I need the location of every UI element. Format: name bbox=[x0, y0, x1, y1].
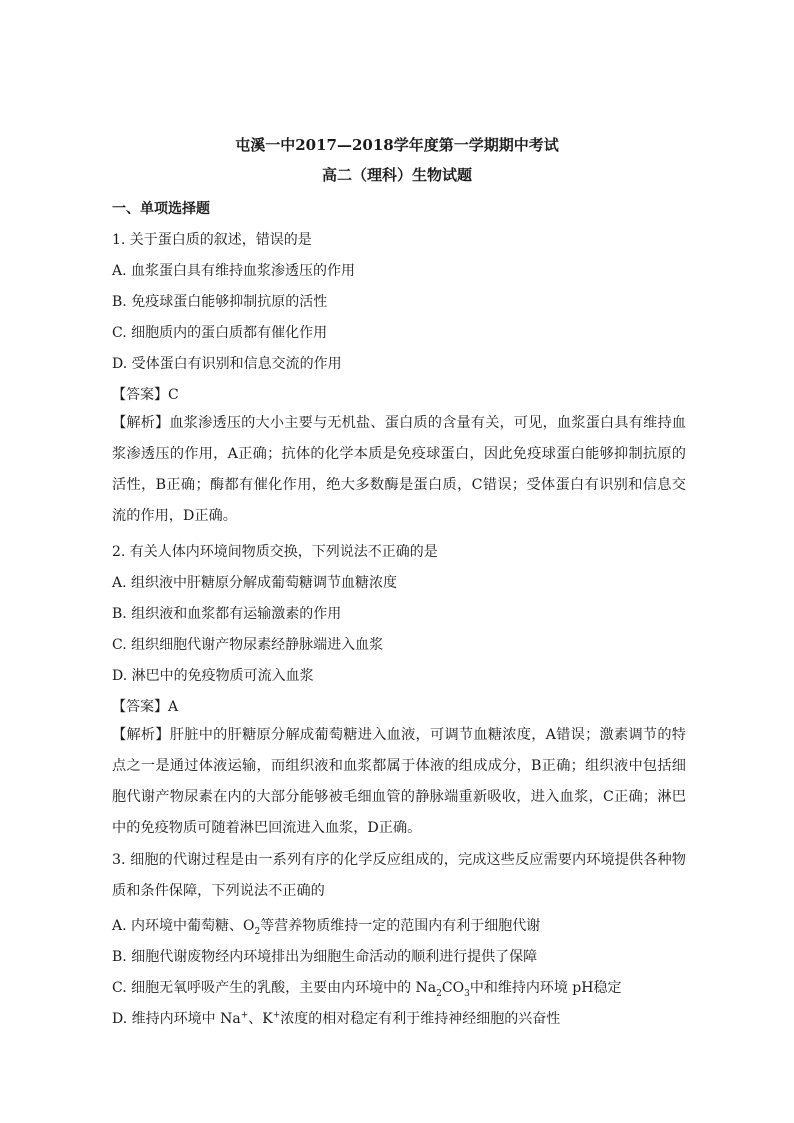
q1-answer: 【答案】C bbox=[112, 387, 179, 403]
q3-stem: 3. 细胞的代谢过程是由一系列有序的化学反应组成的，完成这些反应需要内环境提供各种物质和条件保障，下列说法不正确的 bbox=[112, 852, 686, 899]
q2-option-a: A. 组织液中肝糖原分解成葡萄糖调节血糖浓度 bbox=[112, 575, 398, 591]
q2-option-d: D. 淋巴中的免疫物质可流入血浆 bbox=[112, 668, 314, 684]
q3-option-c-formula: CO bbox=[441, 980, 465, 996]
q1-analysis: 【解析】血浆渗透压的大小主要与无机盐、蛋白质的含量有关，可见，血浆蛋白具有维持血浆渗透压的作用，A正确；抗体的化学本质是免疫球蛋白，因此免疫球蛋白能够抑制抗原的活性，B正确；酶都有催化作用，绝大多数酶是蛋白质，C错误；受体蛋白有识别和信息交流的作用，D正确。 bbox=[112, 415, 686, 524]
q3-option-c-text-rest: 中和维持内环境 pH稳定 bbox=[469, 980, 622, 996]
q2-stem: 2. 有关人体内环境间物质交换，下列说法不正确的是 bbox=[112, 544, 438, 560]
q3-option-a-text-rest: 等营养物质维持一定的范围内有利于细胞代谢 bbox=[260, 918, 541, 934]
q3-option-c-subscript-2: 3 bbox=[464, 988, 470, 999]
q3-option-a-text: A. 内环境中葡萄糖、O bbox=[112, 918, 255, 934]
q3-option-d-text: D. 维持内环境中 Na bbox=[112, 1011, 241, 1027]
q3-option-c-text: C. 细胞无氧呼吸产生的乳酸，主要由内环境中的 Na bbox=[112, 980, 437, 996]
q3-option-d-text-rest: 浓度的相对稳定有利于维持神经细胞的兴奋性 bbox=[280, 1011, 561, 1027]
q3-option-b: B. 细胞代谢废物经内环境排出为细胞生命活动的顺利进行提供了保障 bbox=[112, 949, 538, 965]
q3-option-c-subscript-1: 2 bbox=[436, 988, 442, 999]
q3-option-a bbox=[112, 915, 540, 937]
q2-analysis: 【解析】肝脏中的肝糖原分解成葡萄糖进入血液，可调节血糖浓度，A错误；激素调节的特点之一是通过体液运输，而组织液和血浆都属于体液的组成成分，B正确；组织液中包括细胞代谢产物尿素在内的大部分能够被毛细血管的静脉端重新吸收，进入血浆，C正确；淋巴中的免疫物质可随着淋巴回流进入血浆，D正确。 bbox=[112, 727, 686, 836]
exam-title: 屯溪一中2017—2018学年度第一学期期中考试 bbox=[235, 136, 559, 154]
section-heading: 一、单项选择题 bbox=[112, 201, 210, 217]
q3-option-d-superscript-1: + bbox=[240, 1010, 249, 1021]
q3-option-d bbox=[112, 1008, 560, 1028]
q3-option-c bbox=[112, 977, 621, 999]
q3-option-d-ion: 、K bbox=[248, 1011, 273, 1027]
exam-subtitle: 高二（理科）生物试题 bbox=[321, 166, 472, 184]
q2-option-b: B. 组织液和血浆都有运输激素的作用 bbox=[112, 606, 342, 622]
q1-option-a: A. 血浆蛋白具有维持血浆渗透压的作用 bbox=[112, 263, 356, 279]
q2-answer: 【答案】A bbox=[112, 699, 179, 715]
q3-option-a-subscript: 2 bbox=[254, 926, 261, 937]
q1-option-b: B. 免疫球蛋白能够抑制抗原的活性 bbox=[112, 294, 328, 310]
q2-option-c: C. 组织细胞代谢产物尿素经静脉端进入血浆 bbox=[112, 637, 384, 653]
q1-option-c: C. 细胞质内的蛋白质都有催化作用 bbox=[112, 325, 328, 341]
q3-option-d-superscript-2: + bbox=[272, 1010, 281, 1021]
q1-stem: 1. 关于蛋白质的叙述，错误的是 bbox=[112, 232, 312, 248]
q1-option-d: D. 受体蛋白有识别和信息交流的作用 bbox=[112, 356, 342, 372]
